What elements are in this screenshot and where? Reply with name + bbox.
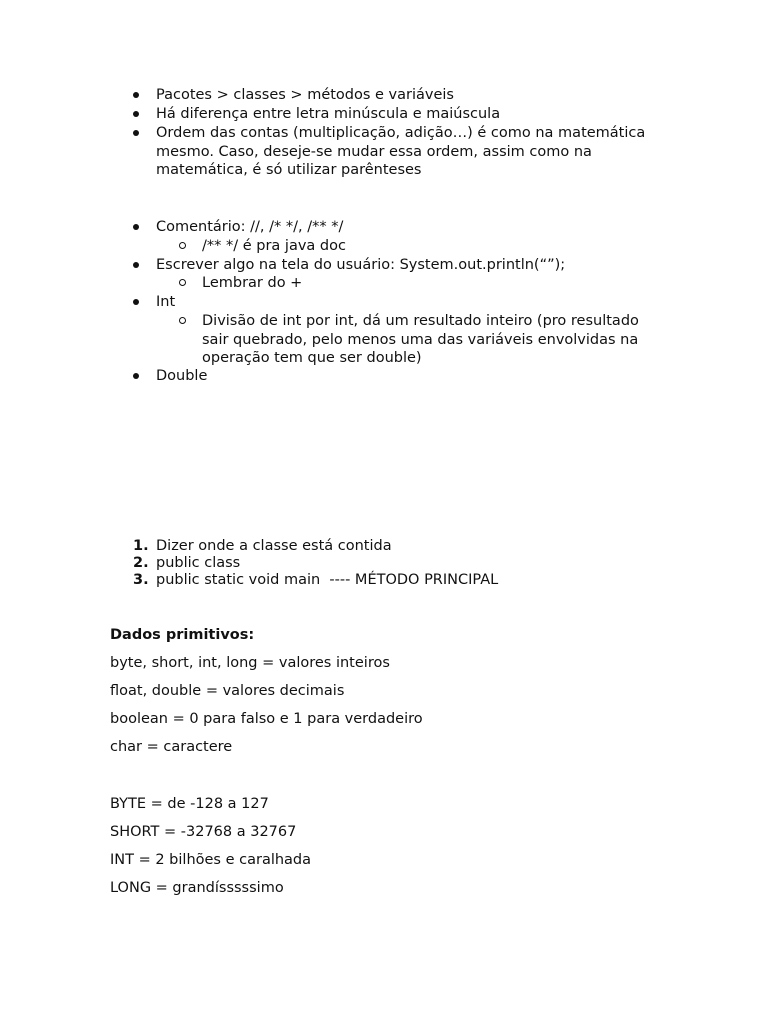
text-line: char = caractere [110,739,233,755]
sub-bullet-item: /** */ é pra java doc [202,238,346,254]
bullet-dot [133,262,139,268]
section-heading: Dados primitivos: [110,627,255,643]
bullet-dot [133,299,139,305]
bullet-dot [133,130,139,136]
sub-bullet-circle [179,279,186,286]
sub-bullet-circle [179,317,186,324]
text-line: SHORT = -32768 a 32767 [110,824,297,840]
bullet-item-int: Int [156,294,176,310]
sub-bullet-circle [179,242,186,249]
list-number: 1. [133,538,149,554]
numbered-item: public class [156,555,241,571]
text-line: float, double = valores decimais [110,683,345,699]
text-line: INT = 2 bilhões e caralhada [110,852,312,868]
bullet-item-double: Double [156,368,208,384]
sub-bullet-item: Lembrar do + [202,275,303,291]
text-line: boolean = 0 para falso e 1 para verdadeiro [110,711,423,727]
bullet-item-escrever: Escrever algo na tela do usuário: System.out.println(“”); [156,257,566,273]
bullet-dot [133,224,139,230]
bullet-dot [133,92,139,98]
bullet-item: Ordem das contas (multiplicação, adição…) é como na matemática mesmo. Caso, deseje-se mudar essa ordem, assim como na matemática, é só utilizar parênteses [156,125,650,178]
list-number: 3. [133,572,149,588]
bullet-dot [133,111,139,117]
bullet-item-comentario: Comentário: //, /* */, /** */ [156,219,344,235]
numbered-item: public static void main ---- MÉTODO PRINCIPAL [156,572,499,588]
text-line: BYTE = de -128 a 127 [110,796,269,812]
list-number: 2. [133,555,149,571]
text-line: LONG = grandísssssimo [110,880,284,896]
numbered-item: Dizer onde a classe está contida [156,538,392,554]
sub-bullet-item: Divisão de int por int, dá um resultado inteiro (pro resultado sair quebrado, pelo menos uma das variáveis envolvidas na operação tem que ser double) [202,313,644,366]
bullet-item: Pacotes > classes > métodos e variáveis [156,87,454,103]
bullet-item: Há diferença entre letra minúscula e maiúscula [156,106,501,122]
bullet-dot [133,373,139,379]
text-line: byte, short, int, long = valores inteiros [110,655,390,671]
